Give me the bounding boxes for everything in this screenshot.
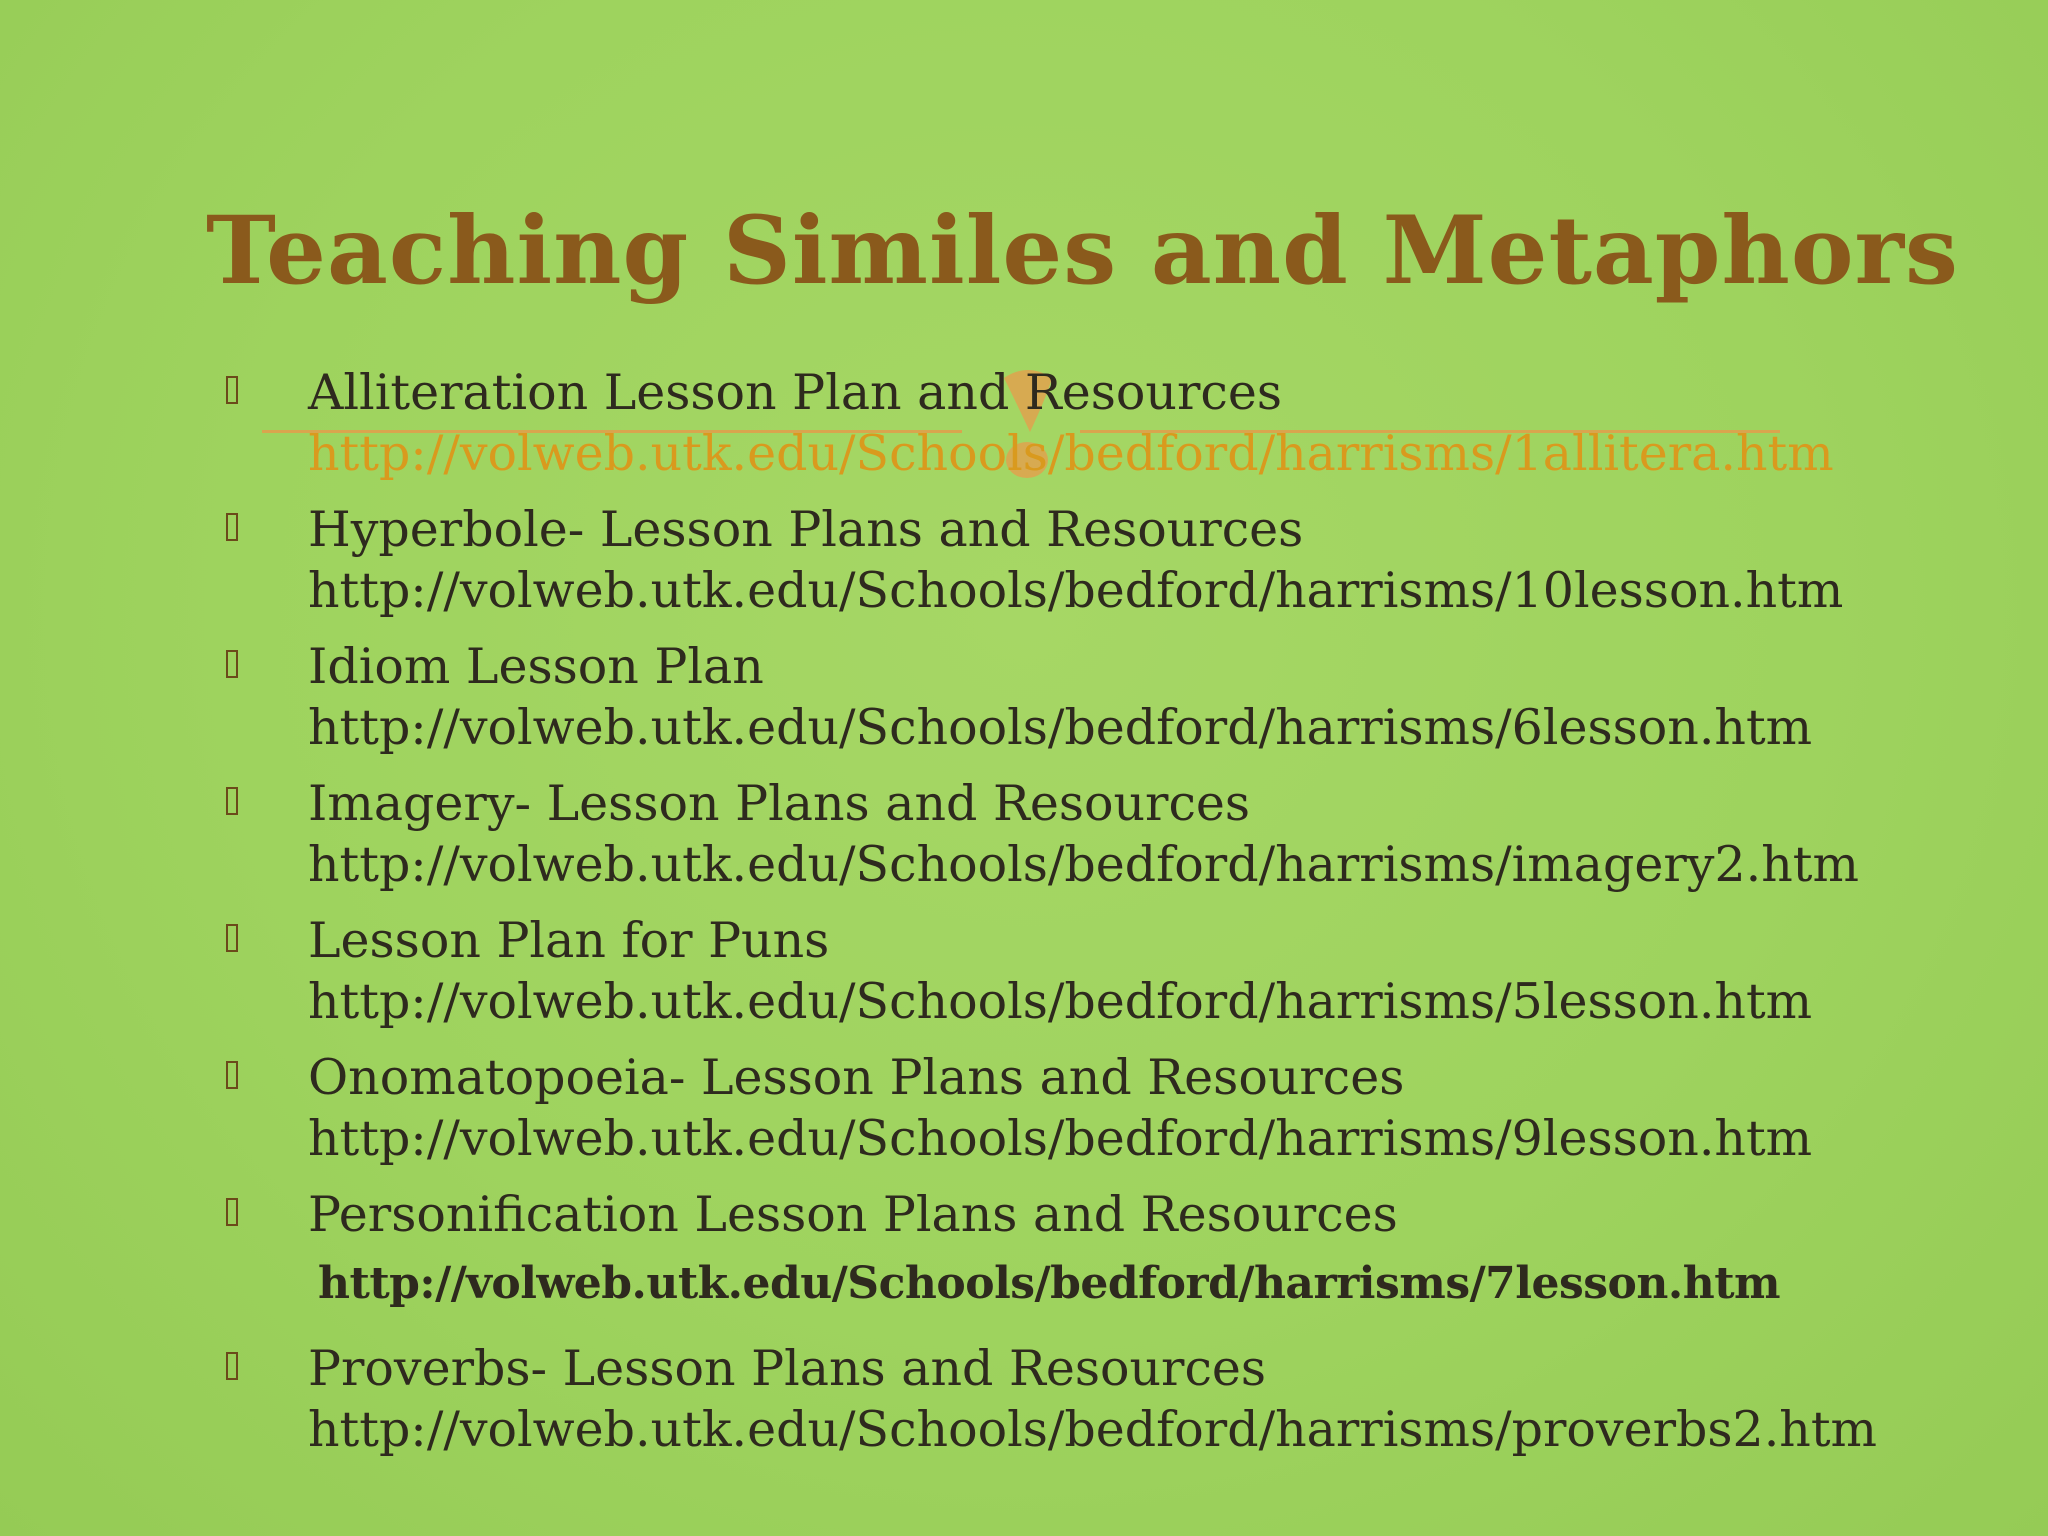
- item-title: Lesson Plan for Puns: [308, 912, 830, 969]
- bullet-icon: [226, 650, 238, 678]
- item-link[interactable]: http://volweb.utk.edu/Schools/bedford/harrisms/1allitera.htm: [308, 425, 1834, 482]
- item-link[interactable]: http://volweb.utk.edu/Schools/bedford/harrisms/proverbs2.htm: [308, 1401, 1878, 1458]
- bullet-icon: [226, 924, 238, 952]
- item-title: Idiom Lesson Plan: [308, 638, 764, 695]
- item-title: Personification Lesson Plans and Resources: [308, 1186, 1398, 1243]
- item-link[interactable]: http://volweb.utk.edu/Schools/bedford/harrisms/10lesson.htm: [308, 562, 1844, 619]
- list-item: [222, 499, 2032, 621]
- list-item: [222, 1184, 2032, 1323]
- resource-list: [222, 362, 2032, 1475]
- item-title: Alliteration Lesson Plan and Resources: [308, 364, 1282, 421]
- list-item: [222, 910, 2032, 1032]
- item-title: Hyperbole- Lesson Plans and Resources: [308, 501, 1304, 558]
- bullet-icon: [226, 1198, 238, 1226]
- list-item: [222, 1338, 2032, 1460]
- bullet-icon: [226, 376, 238, 404]
- bullet-icon: [226, 787, 238, 815]
- bullet-icon: [226, 1352, 238, 1380]
- bullet-icon: [226, 1061, 238, 1089]
- item-link[interactable]: http://volweb.utk.edu/Schools/bedford/harrisms/5lesson.htm: [308, 973, 1813, 1030]
- list-item: [222, 773, 2032, 895]
- list-item: [222, 1047, 2032, 1169]
- item-title: Imagery- Lesson Plans and Resources: [308, 775, 1251, 832]
- item-link[interactable]: http://volweb.utk.edu/Schools/bedford/harrisms/7lesson.htm: [318, 1258, 1781, 1309]
- item-link[interactable]: http://volweb.utk.edu/Schools/bedford/harrisms/imagery2.htm: [308, 836, 1859, 893]
- item-link[interactable]: http://volweb.utk.edu/Schools/bedford/harrisms/6lesson.htm: [308, 699, 1813, 756]
- slide-title: Teaching Similes and Metaphors: [206, 196, 1959, 306]
- item-title: Onomatopoeia- Lesson Plans and Resources: [308, 1049, 1405, 1106]
- item-title: Proverbs- Lesson Plans and Resources: [308, 1340, 1267, 1397]
- list-item: [222, 362, 2032, 484]
- item-link[interactable]: http://volweb.utk.edu/Schools/bedford/harrisms/9lesson.htm: [308, 1110, 1813, 1167]
- bullet-icon: [226, 513, 238, 541]
- list-item: [222, 636, 2032, 758]
